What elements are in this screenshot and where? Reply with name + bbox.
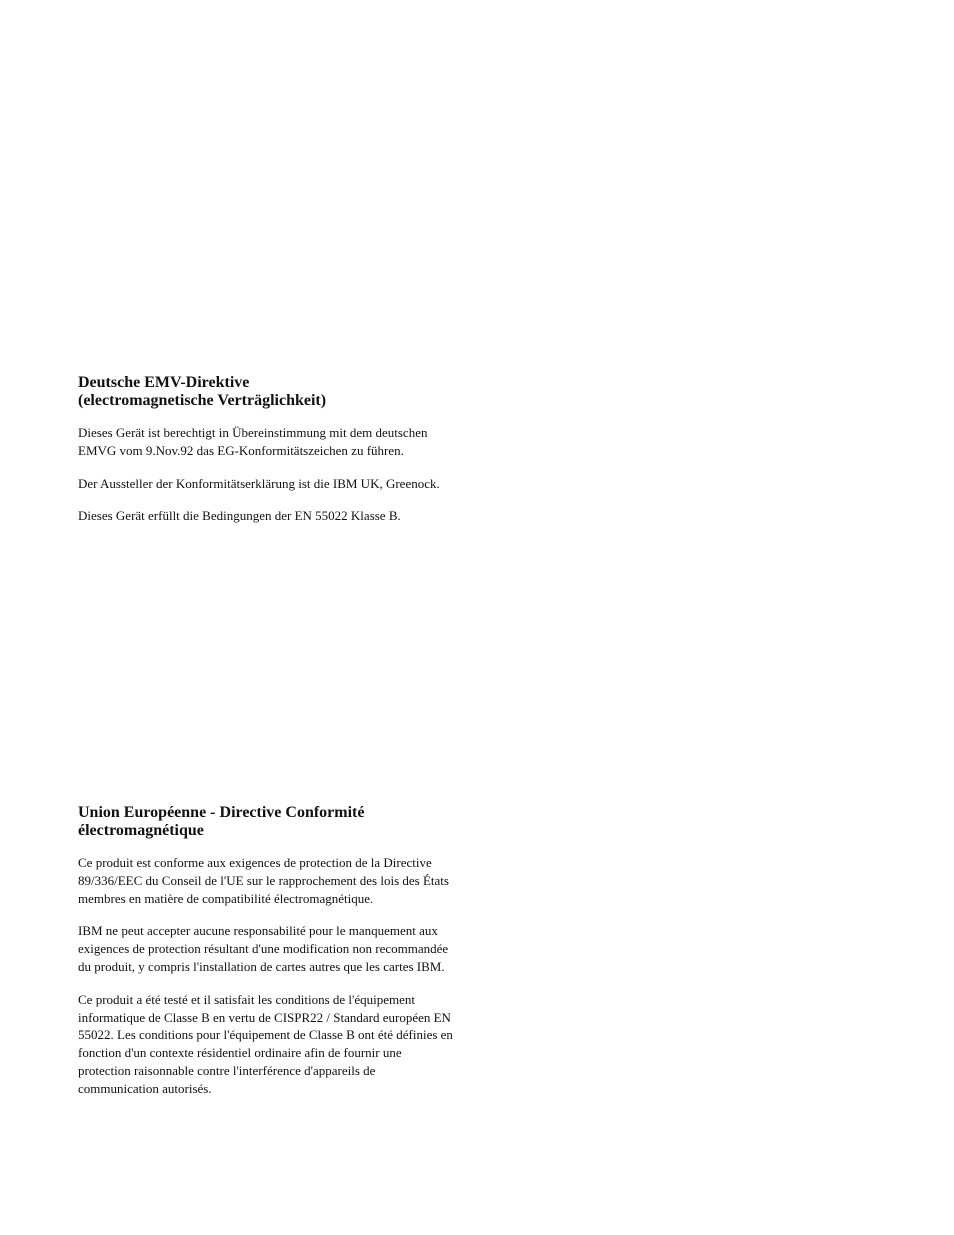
heading-line: Deutsche EMV-Direktive [78, 374, 250, 391]
text-line: 89/336/EEC du Conseil de l'UE sur le rapprochement des lois des États [78, 872, 449, 888]
paragraph [78, 475, 518, 493]
section-heading [78, 804, 518, 840]
heading-line: Union Européenne - Directive Conformité [78, 804, 365, 821]
paragraph [78, 424, 518, 460]
text-line: Dieses Gerät ist berechtigt in Übereinstimmung mit dem deutschen [78, 425, 428, 440]
paragraph [78, 854, 518, 907]
paragraph [78, 991, 518, 1098]
paragraph [78, 507, 518, 525]
text-line: du produit, y compris l'installation de cartes autres que les cartes IBM. [78, 958, 445, 974]
text-line: membres en matière de compatibilité électromagnétique. [78, 890, 374, 906]
text-line: IBM ne peut accepter aucune responsabilité pour le manquement aux [78, 923, 438, 939]
text-line: EMVG vom 9.Nov.92 das EG-Konformitätszeichen zu führen. [78, 442, 404, 458]
text-line: 55022. Les conditions pour l'équipement de Classe B ont été définies en [78, 1027, 453, 1043]
text-line: Der Aussteller der Konformitätserklärung ist die IBM UK, Greenock. [78, 475, 440, 491]
text-line: exigences de protection résultant d'une modification non recommandée [78, 941, 449, 957]
section-eu-emc-directive [78, 804, 518, 1113]
section-german-emc-directive [78, 374, 518, 540]
text-line: informatique de Classe B en vertu de CISPR22 / Standard européen EN [78, 1009, 451, 1025]
text-line: communication autorisés. [78, 1080, 212, 1096]
heading-line: électromagnétique [78, 822, 204, 839]
paragraph [78, 922, 518, 975]
text-line: protection raisonnable contre l'interférence d'appareils de [78, 1062, 376, 1078]
text-line: fonction d'un contexte résidentiel ordinaire afin de fournir une [78, 1045, 402, 1061]
text-line: Ce produit est conforme aux exigences de protection de la Directive [78, 855, 432, 870]
heading-line: (electromagnetische Verträglichkeit) [78, 392, 327, 409]
section-heading [78, 374, 518, 410]
text-line: Ce produit a été testé et il satisfait les conditions de l'équipement [78, 991, 416, 1007]
text-line: Dieses Gerät erfüllt die Bedingungen der EN 55022 Klasse B. [78, 508, 401, 524]
